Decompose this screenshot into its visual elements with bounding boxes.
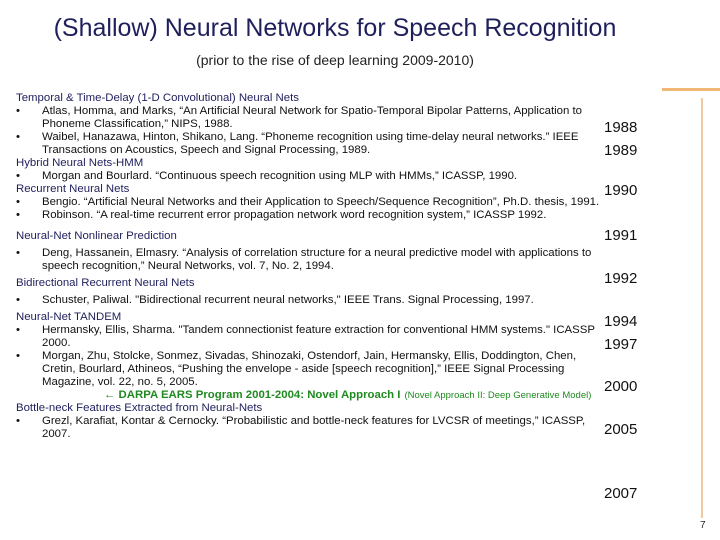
year-label: 1991 bbox=[604, 227, 638, 244]
reference-text: Hermansky, Ellis, Sharma. "Tandem connectionist feature extraction for conventional HMM systems." ICASSP 2000. bbox=[42, 324, 595, 349]
reference-item bbox=[16, 131, 602, 157]
year-label: 1992 bbox=[604, 270, 638, 287]
bullet-icon: • bbox=[16, 105, 20, 117]
year-label: 1990 bbox=[604, 182, 638, 199]
year-label: 2005 bbox=[604, 421, 638, 438]
reference-list bbox=[16, 92, 602, 441]
reference-item bbox=[16, 170, 602, 183]
section-heading: Hybrid Neural Nets-HMM bbox=[16, 157, 144, 169]
reference-text: Bengio. “Artificial Neural Networks and their Application to Speech/Sequence Recognition”, Ph.D. thesis, 1991. bbox=[42, 196, 600, 208]
bullet-icon: • bbox=[16, 247, 20, 259]
section-heading: Bidirectional Recurrent Neural Nets bbox=[16, 277, 195, 289]
bullet-icon: • bbox=[16, 350, 20, 362]
bullet-icon: • bbox=[16, 131, 20, 143]
orange-side-line bbox=[701, 98, 703, 518]
year-label: 2007 bbox=[604, 485, 638, 502]
reference-item bbox=[16, 294, 602, 307]
reference-item bbox=[16, 105, 602, 131]
reference-text: Waibel, Hanazawa, Hinton, Shikano, Lang. “Phoneme recognition using time-delay neural networks.” IEEE Transactions on Acoustics, Speech and Signal Processing, 1989. bbox=[42, 131, 579, 156]
reference-item bbox=[16, 350, 602, 389]
bullet-icon: • bbox=[16, 415, 20, 427]
bullet-icon: • bbox=[16, 209, 20, 221]
reference-text: Deng, Hassanein, Elmasry. “Analysis of correlation structure for a neural predictive model with applications to speech recognition,” Neural Networks, vol. 7, No. 2, 1994. bbox=[42, 247, 592, 272]
section-heading: Temporal & Time-Delay (1-D Convolutional) Neural Nets bbox=[16, 92, 299, 104]
year-label: 2000 bbox=[604, 378, 638, 395]
year-label: 1988 bbox=[604, 119, 638, 136]
bullet-icon: • bbox=[16, 294, 20, 306]
reference-item bbox=[16, 196, 602, 209]
reference-text: Morgan and Bourlard. “Continuous speech recognition using MLP with HMMs,” ICASSP, 1990. bbox=[42, 170, 518, 182]
ears-main-text: ← DARPA EARS Program 2001-2004: Novel Approach I bbox=[104, 389, 401, 401]
year-label: 1989 bbox=[604, 142, 638, 159]
slide-subtitle: (prior to the rise of deep learning 2009-2010) bbox=[196, 52, 474, 68]
section-heading: Recurrent Neural Nets bbox=[16, 183, 130, 195]
page-number: 7 bbox=[700, 520, 706, 531]
bullet-icon: • bbox=[16, 170, 20, 182]
reference-item bbox=[16, 209, 602, 222]
year-column bbox=[604, 0, 664, 540]
reference-text: Schuster, Paliwal. "Bidirectional recurrent neural networks," IEEE Trans. Signal Processing, 1997. bbox=[42, 294, 534, 306]
year-label: 1994 bbox=[604, 313, 638, 330]
ears-program-note bbox=[16, 389, 602, 402]
reference-text: Robinson. “A real-time recurrent error propagation network word recognition system,” ICASSP 1992. bbox=[42, 209, 547, 221]
reference-item bbox=[16, 324, 602, 350]
reference-item bbox=[16, 247, 602, 273]
slide-title: (Shallow) Neural Networks for Speech Recognition bbox=[53, 14, 617, 42]
section-heading: Neural-Net Nonlinear Prediction bbox=[16, 230, 177, 242]
reference-text: Morgan, Zhu, Stolcke, Sonmez, Sivadas, Shinozaki, Ostendorf, Jain, Hermansky, Ellis, Doddington, Chen, Cretin, Bourlard, Athineos, “Pushing the envelope - aside [speech recognition],” IEEE Signal Processing Magazine, vol. 22, no. 5, 2005. bbox=[42, 350, 577, 388]
reference-text: Grezl, Karafiat, Kontar & Cernocky. “Probabilistic and bottle-neck features for LVCSR of meetings,” ICASSP, 2007. bbox=[42, 415, 586, 440]
reference-text: Atlas, Homma, and Marks, “An Artificial Neural Network for Spatio-Temporal Bipolar Patterns, Application to Phoneme Classification,” NIPS, 1988. bbox=[42, 105, 583, 130]
bullet-icon: • bbox=[16, 196, 20, 208]
ears-secondary-text: (Novel Approach II: Deep Generative Model) bbox=[404, 390, 592, 401]
reference-item bbox=[16, 415, 602, 441]
year-label: 1997 bbox=[604, 336, 638, 353]
section-heading: Bottle-neck Features Extracted from Neural-Nets bbox=[16, 402, 263, 414]
bullet-icon: • bbox=[16, 324, 20, 336]
section-heading: Neural-Net TANDEM bbox=[16, 311, 122, 323]
orange-accent-line bbox=[662, 88, 720, 91]
